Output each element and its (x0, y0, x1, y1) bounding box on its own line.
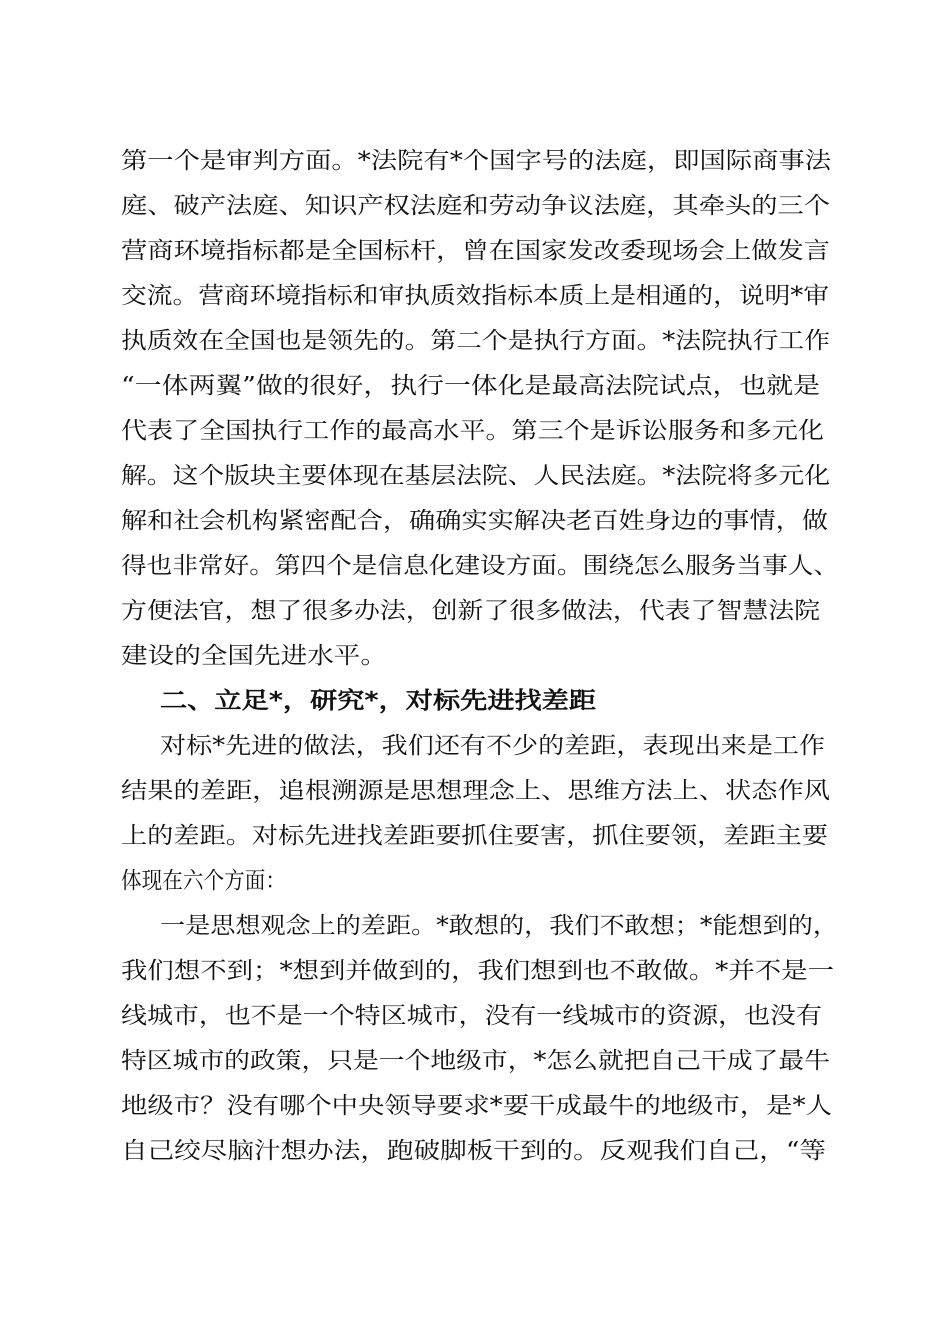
body-line-11-text: 方便法官，想了很多办法，创新了很多做法，代表了智慧法院 (121, 598, 820, 624)
body-line-12 (0, 634, 950, 678)
body-line-18 (0, 904, 950, 948)
body-line-4 (0, 274, 950, 318)
body-line-23-text: 自己绞尽脑汁想办法，跑破脚板干到的。反观我们自己，“等 (121, 1138, 827, 1164)
body-line-11 (0, 589, 950, 633)
body-line-2-text: 庭、破产法庭、知识产权法庭和劳动争议法庭，其牵头的三个 (121, 193, 830, 219)
body-line-3-text: 营商环境指标都是全国标杆，曾在国家发改委现场会上做发言 (121, 238, 830, 264)
body-line-10-text: 得也非常好。第四个是信息化建设方面。围绕怎么服务当事人、 (121, 553, 839, 579)
body-line-3 (0, 229, 950, 273)
body-line-5-text: 执质效在全国也是领先的。第二个是执行方面。*法院执行工作 (121, 328, 830, 354)
body-line-16-text: 上的差距。对标先进找差距要抓住要害，抓住要领，差距主要 (121, 823, 829, 849)
body-line-7 (0, 409, 950, 453)
body-line-8 (0, 454, 950, 498)
body-line-19-text: 我们想不到；*想到并做到的，我们想到也不敢做。*并不是一 (121, 958, 834, 984)
body-line-6-text: “一体两翼”做的很好，执行一体化是最高法院试点，也就是 (121, 373, 821, 399)
section-heading (0, 679, 950, 723)
body-line-9-text: 解和社会机构紧密配合，确确实实解决老百姓身边的事情，做 (121, 508, 829, 534)
body-line-6 (0, 364, 950, 408)
body-line-1-text: 第一个是审判方面。*法院有*个国字号的法庭，即国际商事法 (121, 148, 831, 174)
body-line-9 (0, 499, 950, 543)
body-line-17-text: 体现在六个方面： (121, 868, 286, 894)
body-line-19 (0, 949, 950, 993)
body-line-15-text: 结果的差距，追根溯源是思想理念上、思维方法上、状态作风 (121, 778, 830, 804)
section-heading-text: 二、立足*，研究*，对标先进找差距 (160, 688, 597, 714)
body-line-20-text: 线城市，也不是一个特区城市，没有一线城市的资源，也没有 (121, 1003, 822, 1029)
body-line-10 (0, 544, 950, 588)
body-line-22-text: 地级市？没有哪个中央领导要求*要干成最牛的地级市，是*人 (121, 1093, 832, 1119)
body-line-17 (0, 859, 950, 903)
body-line-8-text: 解。这个版块主要体现在基层法院、人民法庭。*法院将多元化 (121, 463, 830, 489)
body-line-23 (0, 1129, 950, 1173)
body-line-5 (0, 319, 950, 363)
body-line-7-text: 代表了全国执行工作的最高水平。第三个是诉讼服务和多元化 (121, 418, 824, 444)
body-line-1 (0, 139, 950, 183)
body-line-14 (0, 724, 950, 768)
body-line-12-text: 建设的全国先进水平。 (121, 643, 387, 669)
body-line-20 (0, 994, 950, 1038)
body-line-15 (0, 769, 950, 813)
body-line-16 (0, 814, 950, 858)
body-line-2 (0, 184, 950, 228)
body-line-4-text: 交流。营商环境指标和审执质效指标本质上是相通的，说明*审 (121, 283, 830, 309)
body-line-22 (0, 1084, 950, 1128)
body-line-21 (0, 1039, 950, 1083)
body-line-14-text: 对标*先进的做法，我们还有不少的差距，表现出来是工作 (160, 733, 825, 759)
body-line-18-text: 一是思想观念上的差距。*敢想的，我们不敢想；*能想到的， (160, 913, 839, 939)
body-line-21-text: 特区城市的政策，只是一个地级市，*怎么就把自己干成了最牛 (121, 1048, 830, 1074)
